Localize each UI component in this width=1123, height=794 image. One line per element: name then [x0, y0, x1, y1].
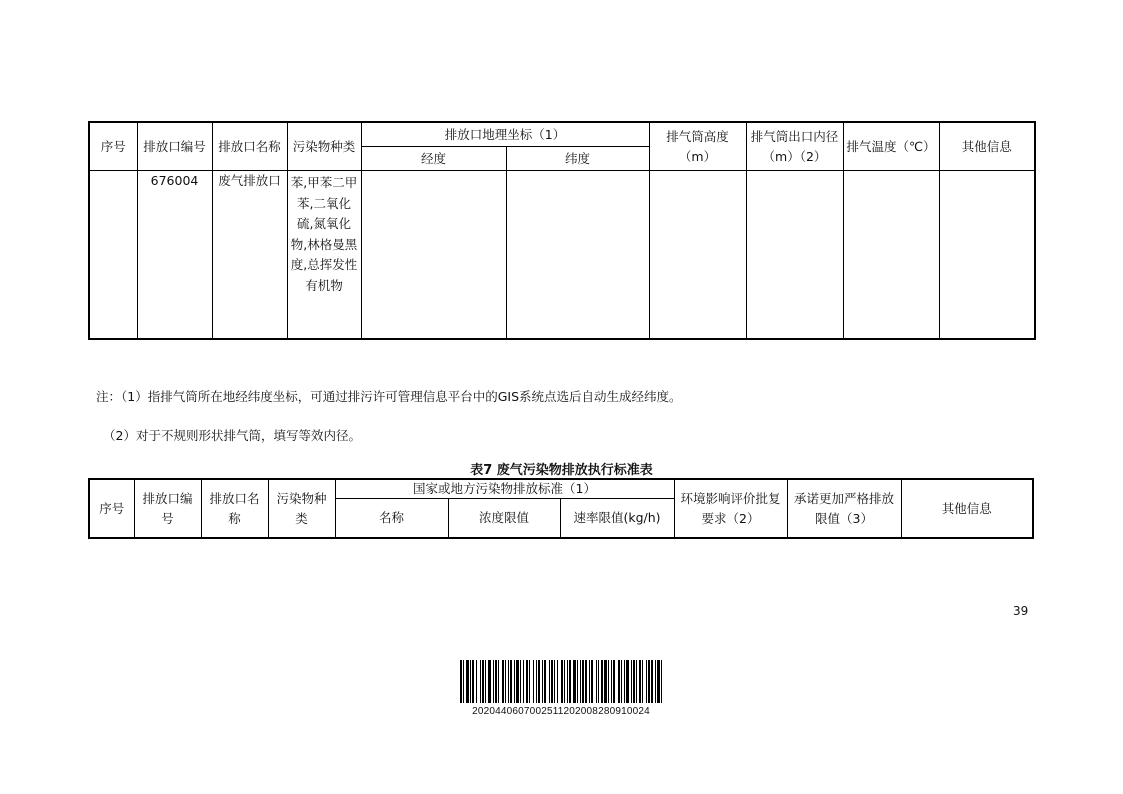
header-exhaust-temp: 排气温度（℃）: [843, 122, 939, 171]
header-pollutant-type: 污染物种类: [287, 122, 361, 171]
barcode-bar: [551, 660, 553, 703]
barcode-bar: [621, 660, 622, 703]
barcode-number: 2020440607002511202008280910024: [472, 706, 650, 717]
barcode-bar: [646, 660, 647, 703]
cell-pollutants: 苯,甲苯二甲苯,二氧化硫,氮氧化物,林格曼黑度,总挥发性有机物: [287, 171, 361, 340]
barcode-bar: [618, 660, 620, 703]
cell-exhaust-temp: [843, 171, 939, 340]
note-2: （2）对于不规则形状排气筒，填写等效内径。: [103, 428, 361, 443]
cell-longitude: [361, 171, 506, 340]
barcode-bar: [608, 660, 609, 703]
cell-latitude: [506, 171, 649, 340]
barcode-bar: [611, 660, 612, 703]
header-other-info: 其他信息: [901, 479, 1033, 538]
barcode-bar: [498, 660, 499, 703]
barcode-bar: [557, 660, 558, 703]
barcode-bar: [601, 660, 603, 703]
barcode-bar: [470, 660, 471, 703]
header-conc-limit: 浓度限值: [448, 499, 560, 539]
note-1: 注：（1）指排气筒所在地经纬度坐标，可通过排污许可管理信息平台中的GIS系统点选后自动生成经纬度。: [96, 389, 682, 404]
barcode-bar: [482, 660, 484, 703]
barcode-bar: [549, 660, 550, 703]
header-pollutant-type: 污染物种类: [268, 479, 335, 538]
cell-outlet-name: 废气排放口: [212, 171, 287, 340]
barcode-bar: [567, 660, 568, 703]
barcode-bar: [598, 660, 599, 703]
barcode-icon: [460, 660, 662, 703]
barcode-bar: [631, 660, 632, 703]
barcode-bar: [580, 660, 581, 703]
barcode-bar: [613, 660, 615, 703]
barcode-bar: [577, 660, 578, 703]
barcode-bar: [523, 660, 524, 703]
barcode-bar: [633, 660, 635, 703]
barcode-bar: [661, 660, 662, 703]
barcode-bar: [554, 660, 555, 703]
barcode-bar: [544, 660, 546, 703]
barcode-bar: [573, 660, 576, 703]
barcode-bar: [624, 660, 625, 703]
barcode-bar: [604, 660, 607, 703]
barcode-bar: [505, 660, 506, 703]
barcode-bar: [514, 660, 515, 703]
header-outlet-code: 排放口编号: [137, 122, 212, 171]
header-outlet-name: 排放口名称: [212, 122, 287, 171]
barcode-bar: [538, 660, 540, 703]
barcode-bar: [463, 660, 464, 703]
waste-gas-outlet-table: [88, 121, 1036, 340]
header-stack-height: 排气筒高度（m）: [649, 122, 746, 171]
barcode-bar: [642, 660, 643, 703]
header-seq: 序号: [89, 122, 137, 171]
barcode-bar: [655, 660, 656, 703]
barcode-bar: [536, 660, 537, 703]
barcode-bar: [510, 660, 512, 703]
barcode-bar: [529, 660, 530, 703]
barcode-bar: [648, 660, 650, 703]
cell-seq: [89, 171, 137, 340]
header-stack-diameter: 排气筒出口内径（m）（2）: [746, 122, 843, 171]
header-standard: 国家或地方污染物排放标准（1）: [335, 479, 674, 499]
header-seq: 序号: [89, 479, 134, 538]
barcode-bar: [585, 660, 587, 703]
header-latitude: 纬度: [506, 147, 649, 171]
header-geo-coord: 排放口地理坐标（1）: [361, 122, 649, 147]
barcode-bar: [561, 660, 563, 703]
barcode-bar: [582, 660, 584, 703]
barcode-bar: [502, 660, 504, 703]
barcode-bar: [516, 660, 519, 703]
cell-outlet-code: 676004: [137, 171, 212, 340]
barcode-bar: [533, 660, 534, 703]
header-longitude: 经度: [361, 147, 506, 171]
barcode-bar: [495, 660, 497, 703]
barcode-bar: [520, 660, 521, 703]
table-row: [89, 171, 1035, 340]
cell-stack-diameter: [746, 171, 843, 340]
barcode-bar: [485, 660, 486, 703]
barcode-bar: [596, 660, 597, 703]
table7-title: 表7 废气污染物排放执行标准表: [470, 463, 653, 478]
barcode-bar: [651, 660, 653, 703]
cell-other-info: [939, 171, 1035, 340]
barcode-bar: [488, 660, 491, 703]
barcode-bar: [626, 660, 629, 703]
barcode-bar: [657, 660, 660, 703]
barcode-bar: [480, 660, 481, 703]
header-outlet-name: 排放口名称: [201, 479, 268, 538]
barcode-bar: [589, 660, 590, 703]
header-rate-limit: 速率限值(kg/h): [560, 499, 674, 539]
barcode-bar: [493, 660, 494, 703]
barcode-bar: [591, 660, 593, 703]
barcode-bar: [526, 660, 528, 703]
barcode-bar: [460, 660, 462, 703]
barcode-bar: [472, 660, 474, 703]
emission-standard-table: [88, 478, 1034, 539]
header-standard-name: 名称: [335, 499, 448, 539]
barcode-bar: [564, 660, 565, 703]
barcode-bar: [639, 660, 641, 703]
barcode-bar: [542, 660, 543, 703]
barcode-bar: [636, 660, 637, 703]
barcode-bar: [508, 660, 509, 703]
cell-stack-height: [649, 171, 746, 340]
barcode-bar: [466, 660, 469, 703]
barcode-bar: [476, 660, 477, 703]
page-number: 39: [1013, 604, 1029, 618]
header-eia-requirement: 环境影响评价批复要求（2）: [674, 479, 787, 538]
header-outlet-code: 排放口编号: [134, 479, 201, 538]
barcode-bar: [569, 660, 571, 703]
header-other-info: 其他信息: [939, 122, 1035, 171]
header-stricter-limit: 承诺更加严格排放限值（3）: [787, 479, 901, 538]
